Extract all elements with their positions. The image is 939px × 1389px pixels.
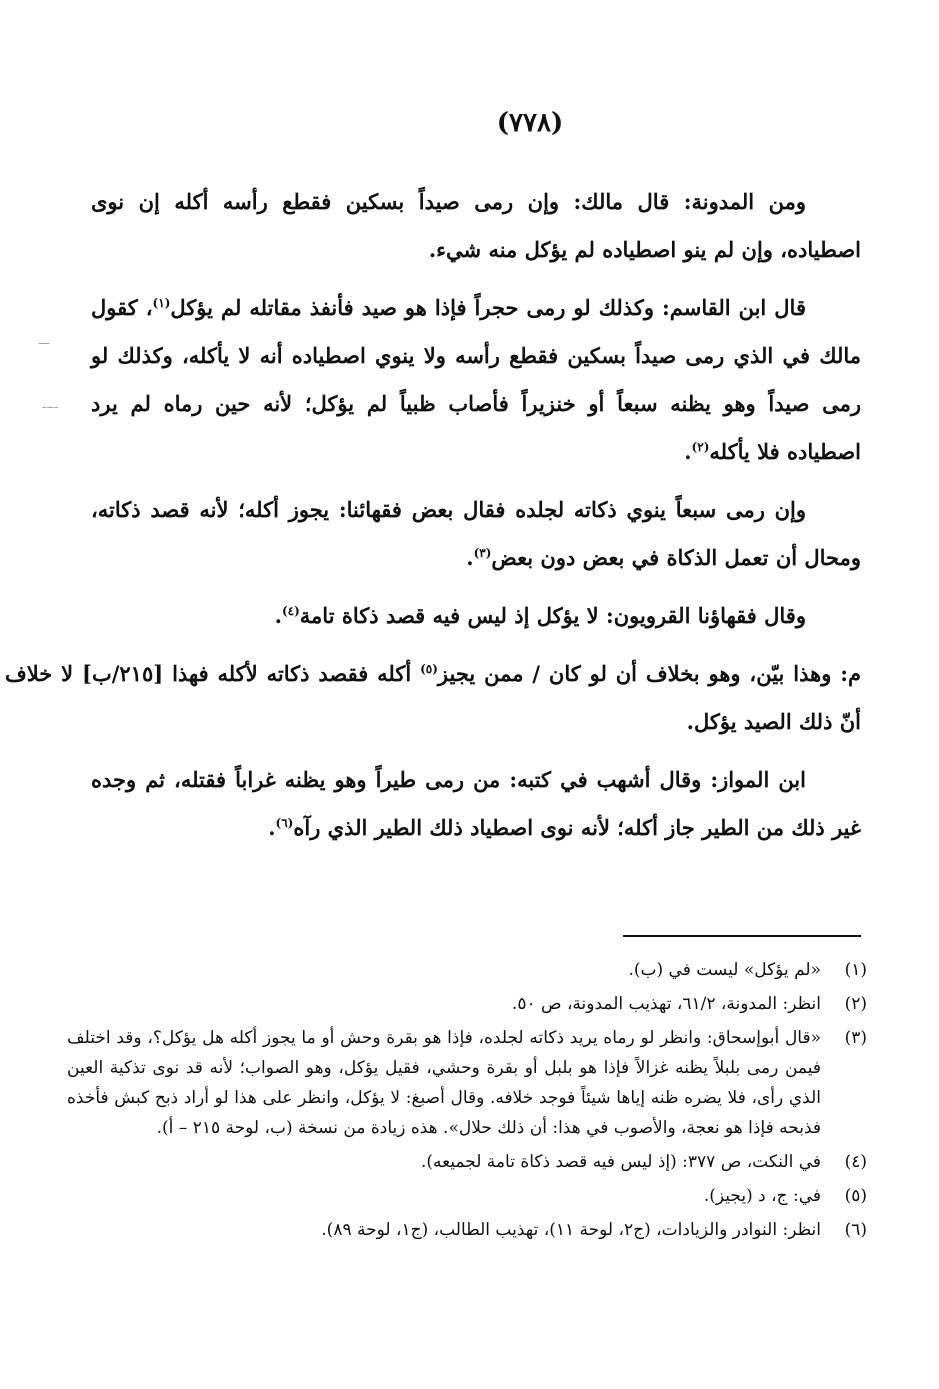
footnote-item [67,1215,867,1245]
footnote-number: (٥) [844,1186,867,1206]
paragraph-mim [5,650,861,746]
paragraph-ibn-almawwaz: ابن المواز: وقال أشهب في كتبه: من رمى طيراً وهو يظنه غراباً فقتله، ثم وجده غير ذلك من الطير جاز أكله؛ لأنه نوى اصطياد ذلك الطير الذي رآه$^{(٦)}$. [91,767,861,840]
footnote-ref: (٤) [281,604,300,618]
paragraph-text: وإن رمى سبعاً ينوي ذكاته لجلده فقال بعض فقهائنا: يجوز أكله؛ لأنه قصد ذكاته، ومحال أن تعمل الذكاة في بعض دون بعض [91,497,861,570]
margin-mark: -‒- [42,400,59,414]
footnotes [67,955,867,1249]
paragraph-ibn-alqasim: قال ابن القاسم: وكذلك لو رمى حجراً فإذا هو صيد فأنفذ مقاتله لم يؤكل$^{(١)}$، كقول مالك في الذي رمى صيداً بسكين فقطع رأسه ولا ينوي اصطياده أنه لا يأكله، وكذلك لو رمى صيداً وهو يظنه سبعاً أو خنزيراً فأصاب ظبياً لم يؤكل؛ لأنه حين رماه لم يرد اصطياده فلا يأكله$^{(٢)}$. [91,295,861,464]
footnote-text: في النكت، ص ٣٧٧: (إذ ليس فيه قصد ذكاة تامة لجميعه). [420,1152,821,1172]
footnote-text: انظر: النوادر والزيادات، (ج٢، لوحة ١١)، تهذيب الطالب، (ج١، لوحة ٨٩). [321,1220,821,1240]
footnote-number: (١) [844,960,867,980]
paragraph-text: ، كقول مالك في الذي رمى صيداً بسكين فقطع رأسه ولا ينوي اصطياده أنه لا يأكله، وكذلك لو رمى صيداً وهو يظنه سبعاً أو خنزيراً فأصاب ظبياً لم يؤكل؛ لأنه حين رماه لم يرد اصطياده فلا يأكله [91,295,861,464]
footnote-item [67,955,867,985]
footnote-number: (٤) [844,1152,867,1172]
footnote-ref: (٦) [275,816,294,830]
footnote-ref: (٥) [420,662,438,676]
footnote-item [67,989,867,1019]
footnote-ref: (١) [152,296,171,310]
footnote-number: (٢) [844,994,867,1014]
footnote-text: انظر: المدونة، ٦١/٢، تهذيب المدونة، ص ٥٠. [511,994,821,1014]
footnote-item [67,1023,867,1143]
footnote-separator [623,935,861,937]
paragraph-text: قال ابن القاسم: وكذلك لو رمى حجراً فإذا هو صيد فأنفذ مقاتله لم يؤكل [170,295,806,320]
footnote-text: «قال أبوإسحاق: وانظر لو رماه يريد ذكاته لجلده، فإذا هو بقرة وحش أو ما يجوز أكله هل يؤكل؟، وقد اختلف فيمن رمى بلبلاً يظنه غزالاً فإذا هو بلبل أو بقرة وحشي، فقيل يؤكل، وهو الصواب؛ لأنه قد نوى تذكية العين الذي رأى، فلا يضره ظنه إياها شيئاً فوجد خلافه. وقال أصبغ: لا يؤكل، وانظر على هذا لو أراد ذبح كبش فأخذه فذبحه فإذا هو نعجة، والأصوب في هذا: أن ذلك حلال». هذه زيادة من نسخة (ب، لوحة ٢١٥ – أ). [67,1028,821,1138]
paragraph-qarawiyyun: وقال فقهاؤنا القرويون: لا يؤكل إذ ليس فيه قصد ذكاة تامة$^{(٤)}$. [274,603,806,628]
footnote-number: (٦) [844,1220,867,1240]
main-text [5,178,861,862]
footnote-ref: (٣) [473,546,492,560]
page-number: (٧٧٨) [496,108,564,138]
footnote-ref: (٢) [691,440,710,454]
footnote-number: (٣) [844,1028,867,1048]
paragraph-text: ابن المواز: وقال أشهب في كتبه: من رمى طيراً وهو يظنه غراباً فقتله، ثم وجده غير ذلك من الطير جاز أكله؛ لأنه نوى اصطياد ذلك الطير الذي رآه [91,767,861,840]
paragraph-text: م: وهذا بيّن، وهو بخلاف أن لو كان / ممن يجيز [437,661,861,686]
footnote-text: «لم يؤكل» ليست في (ب). [628,960,821,980]
footnote-item [67,1181,867,1211]
paragraph-text: أكله فقصد ذكاته لأكله فهذا [٢١٥/ب] لا خلاف أنّ ذلك الصيد يؤكل. [5,661,861,734]
paragraph-text: وقال فقهاؤنا القرويون: لا يؤكل إذ ليس فيه قصد ذكاة تامة [299,603,806,628]
footnote-text: في: ج، د (يجيز). [703,1186,821,1206]
paragraph-mudawwana [91,178,861,274]
paragraph-sab: وإن رمى سبعاً ينوي ذكاته لجلده فقال بعض فقهائنا: يجوز أكله؛ لأنه قصد ذكاته، ومحال أن تعمل الذكاة في بعض دون بعض$^{(٣)}$. [91,497,861,570]
paragraph-text: ومن المدونة: قال مالك: وإن رمى صيداً بسكين فقطع رأسه أكله إن نوى اصطياده، وإن لم ينو اصطياده لم يؤكل منه شيء. [91,189,861,262]
footnote-item [67,1147,867,1177]
margin-mark: — [38,336,50,350]
